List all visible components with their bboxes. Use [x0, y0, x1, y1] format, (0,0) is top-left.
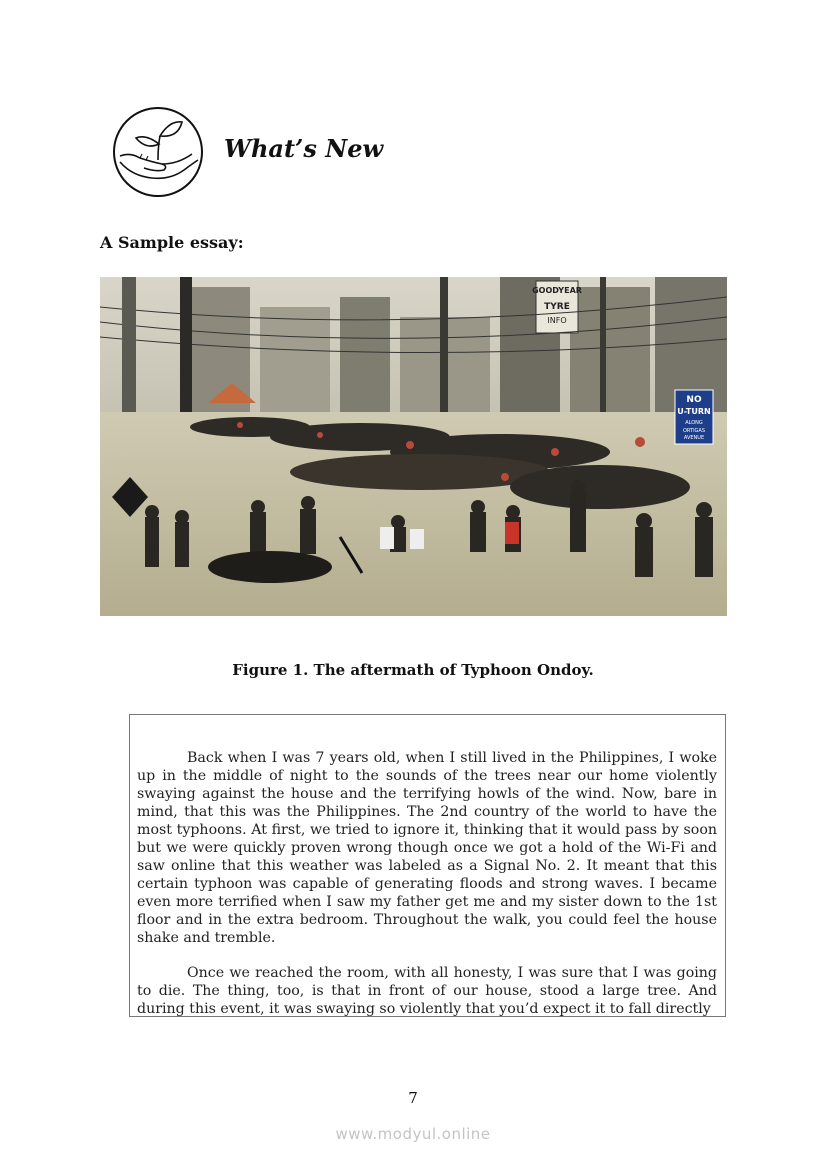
essay-subheading: A Sample essay: [100, 233, 244, 252]
sign-line: AVENUE [683, 435, 705, 441]
essay-paragraph: Back when I was 7 years old, when I still lived in the Philippines, I woke up in the middle of night to the sounds of the trees near our home violently swaying against the house and the terrifying howls of the wind. Now, bare in mind, that this was the Philippines. The 2nd country of the world to have the most typhoons. At first, we tried to ignore it, thinking that it would pass by soon but we were quickly proven wrong though once we got a hold of the Wi-Fi and saw online that this weather was labeled as a Signal No. 2. It meant that this certain typhoon was capable of generating floods and strong waves. I became even more terrified when I saw my father get me and my sister down to the 1st floor and in the extra bedroom. Throughout the walk, you could feel the house shake and tremble. [137, 750, 717, 946]
flood-photo [100, 277, 727, 616]
sign-line: U-TURN [677, 407, 711, 416]
page-number: 7 [408, 1089, 418, 1107]
section-title: What’s New [224, 134, 384, 163]
sign-line: NO [686, 395, 702, 405]
essay-paragraph: Once we reached the room, with all honesty, I was sure that I was going to die. The thing, too, is that in front of our house, stood a large tree. And during this event, it was swaying so violently that you’d expect it to fall directly [137, 965, 717, 1017]
billboard-line: GOODYEAR [532, 286, 582, 295]
figure-caption: Figure 1. The aftermath of Typhoon Ondoy. [232, 661, 594, 679]
hand-holding-plant-icon [112, 106, 204, 198]
billboard-line: TYRE [544, 302, 570, 312]
billboard-line: INFO [547, 316, 567, 325]
watermark: www.modyul.online [335, 1125, 491, 1143]
essay-box [129, 714, 726, 1017]
sign-line: ORTIGAS [682, 428, 706, 434]
sign-line: ALONG [685, 420, 703, 426]
